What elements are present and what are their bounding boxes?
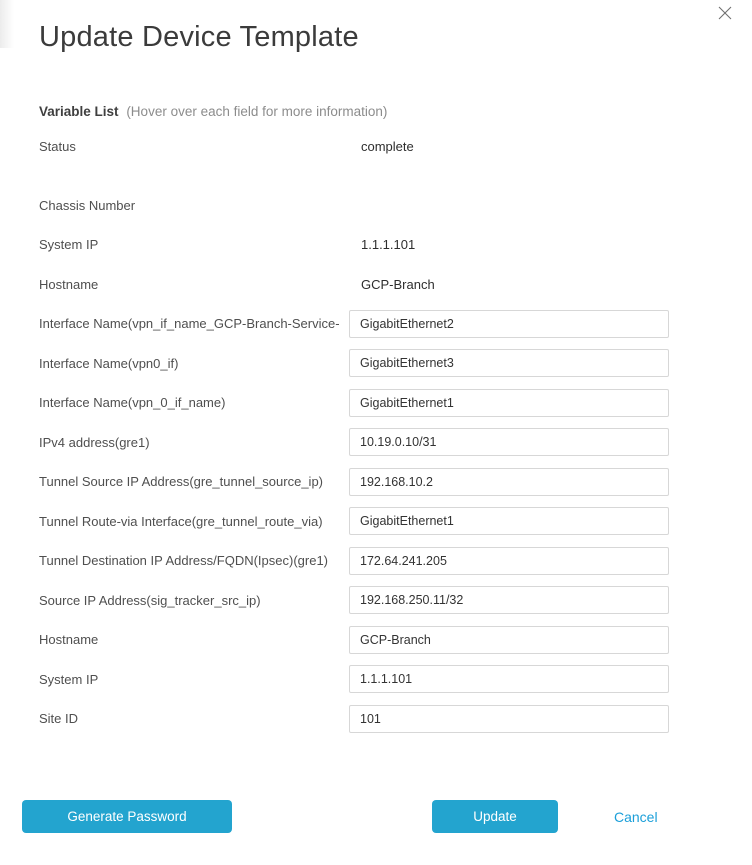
cancel-button[interactable]: Cancel	[614, 809, 658, 825]
variable-row	[39, 423, 669, 463]
variable-row	[39, 383, 669, 423]
variable-list-hint: (Hover over each field for more information)	[126, 104, 388, 119]
variable-row	[39, 265, 669, 305]
field-label: IPv4 address(gre1)	[39, 434, 150, 450]
field-input[interactable]	[349, 389, 669, 417]
field-input[interactable]	[349, 626, 669, 654]
field-label: Tunnel Source IP Address(gre_tunnel_source_ip)	[39, 474, 324, 490]
field-label: Site ID	[39, 711, 79, 727]
variable-row	[39, 660, 669, 700]
field-label: Status	[39, 139, 76, 155]
field-label: Tunnel Destination IP Address/FQDN(Ipsec)(gre1)	[39, 553, 329, 569]
field-input[interactable]	[349, 665, 669, 693]
close-icon	[718, 6, 732, 23]
variable-row	[39, 581, 669, 621]
field-input[interactable]	[349, 468, 669, 496]
variable-rows	[39, 127, 669, 739]
variable-row	[39, 225, 669, 265]
field-value: complete	[361, 139, 414, 155]
field-input[interactable]	[349, 428, 669, 456]
field-input[interactable]	[349, 586, 669, 614]
dialog-footer	[0, 800, 752, 834]
update-button[interactable]: Update	[432, 800, 558, 833]
field-label: Interface Name(vpn0_if)	[39, 355, 179, 371]
variable-row	[39, 462, 669, 502]
field-input[interactable]	[349, 547, 669, 575]
field-value: 1.1.1.101	[361, 237, 416, 253]
dialog-title: Update Device Template	[39, 21, 359, 53]
variable-row	[39, 186, 669, 226]
field-input[interactable]	[349, 310, 669, 338]
field-input[interactable]	[349, 705, 669, 733]
field-label: System IP	[39, 237, 99, 253]
field-label: System IP	[39, 671, 99, 687]
field-label: Chassis Number	[39, 197, 136, 213]
field-label: Tunnel Route-via Interface(gre_tunnel_route_via)	[39, 513, 323, 529]
variable-row	[39, 620, 669, 660]
variable-row	[39, 304, 669, 344]
generate-password-button[interactable]: Generate Password	[22, 800, 232, 833]
field-label: Interface Name(vpn_if_name_GCP-Branch-Service-	[39, 316, 340, 332]
field-label: Hostname	[39, 276, 99, 292]
variable-row	[39, 699, 669, 739]
variable-row	[39, 127, 669, 167]
field-label: Interface Name(vpn_0_if_name)	[39, 395, 226, 411]
variable-list-heading	[39, 104, 669, 120]
close-button[interactable]	[715, 4, 735, 24]
field-value: GCP-Branch	[361, 276, 435, 292]
field-input[interactable]	[349, 507, 669, 535]
field-label: Hostname	[39, 632, 99, 648]
field-label: Source IP Address(sig_tracker_src_ip)	[39, 592, 261, 608]
variable-row	[39, 541, 669, 581]
variable-list-label: Variable List	[39, 104, 119, 119]
variable-row	[39, 344, 669, 384]
field-input[interactable]	[349, 349, 669, 377]
variable-row	[39, 502, 669, 542]
